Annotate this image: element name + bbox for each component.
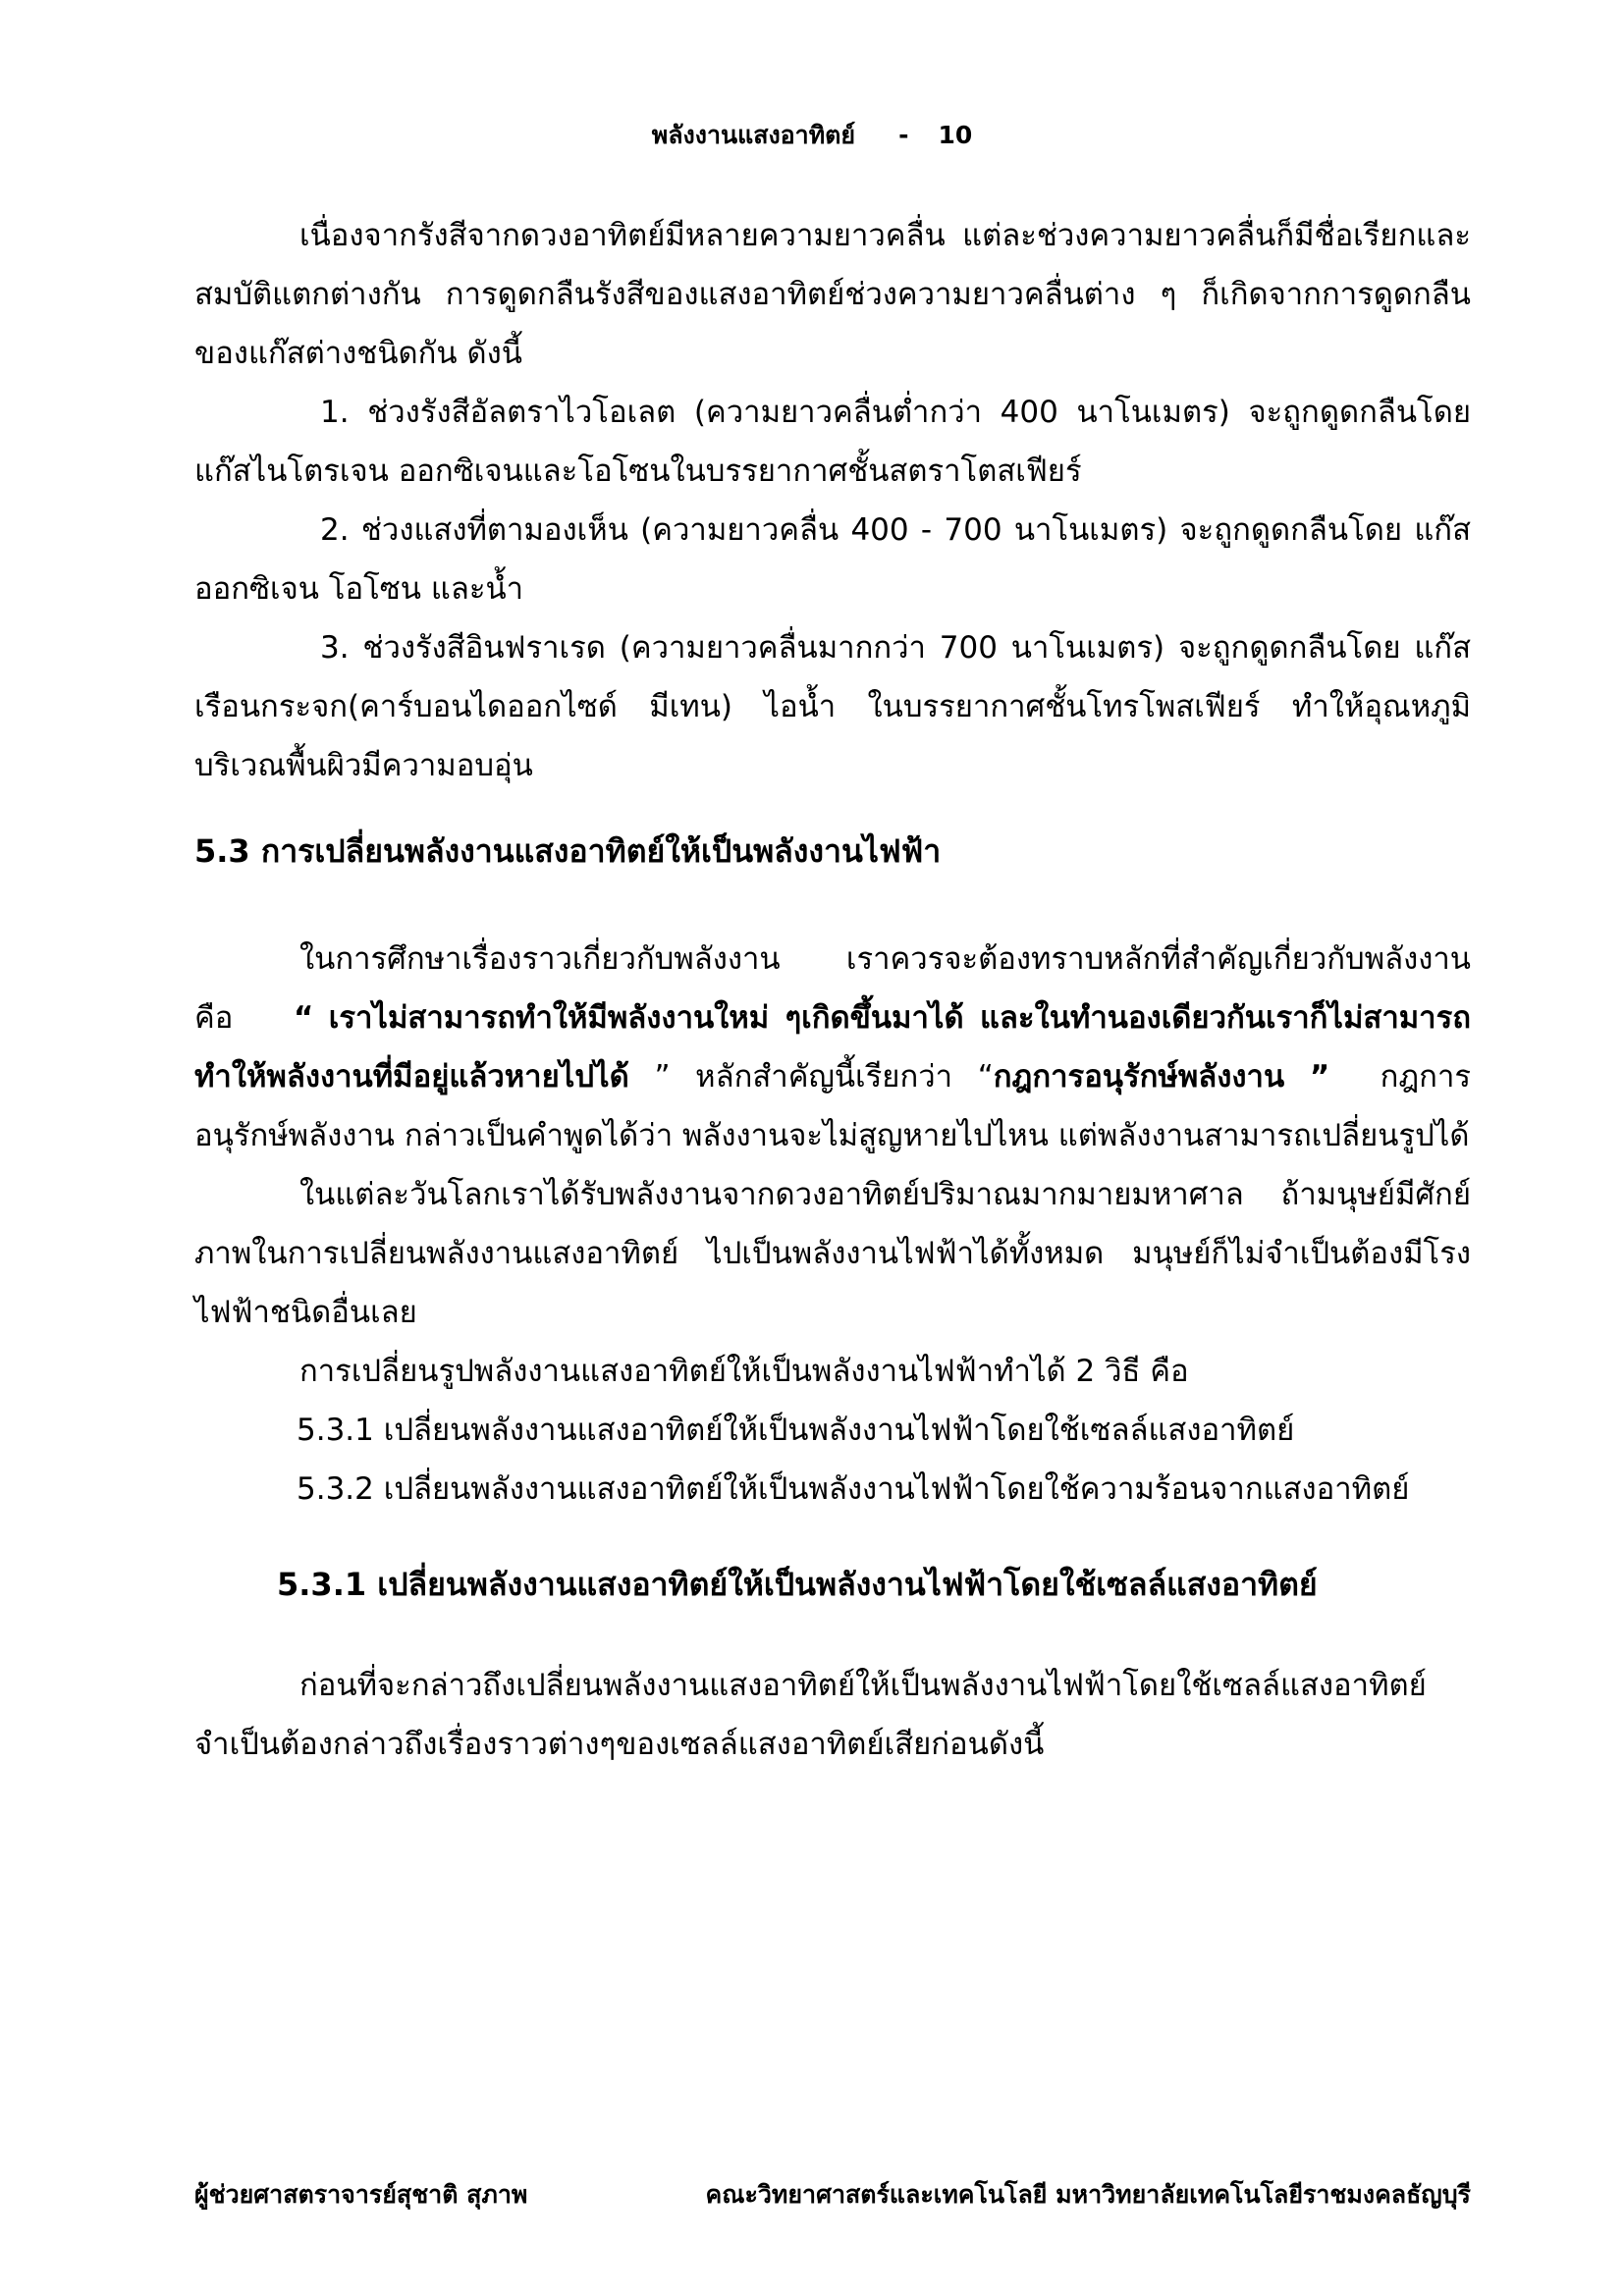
method-item-cells: 5.3.1 เปลี่ยนพลังงานแสงอาทิตย์ให้เป็นพลังงานไฟฟ้าโดยใช้เซลล์แสงอาทิตย์ [297,1413,1295,1448]
methods-intro: การเปลี่ยนรูปพลังงานแสงอาทิตย์ให้เป็นพลังงานไฟฟ้าทำได้ 2 วิธี คือ [299,1354,1189,1389]
page-number: 10 [938,121,973,149]
conservation-lead: ในการศึกษาเรื่องราวเกี่ยวกับพลังงาน เราควรจะต้องทราบหลักที่สำคัญเกี่ยวกับพลังงาน คือ [194,941,1471,1036]
law-name: กฎการอนุรักษ์พลังงาน [993,1059,1285,1095]
header-separator: - [898,121,909,149]
conservation-tail: กฎการอนุรักษ์พลังงาน กล่าวเป็นคำพูดได้ว่า พลังงานจะไม่สูญหายไปไหน แต่พลังงานสามารถเปลี่ยนรูปได้ [194,1059,1472,1153]
intro-paragraph: เนื่องจากรังสีจากดวงอาทิตย์มีหลายความยาวคลื่น แต่ละช่วงความยาวคลื่นก็มีชื่อเรียกและสมบัติแตกต่างกัน การดูดกลืนรังสีของแสงอาทิตย์ช่วงความยาวคลื่นต่าง ๆ ก็เกิดจากการดูดกลืนของแก๊สต่างชนิดกัน ดังนี้ [194,218,1471,371]
law-close: ” [1309,1059,1330,1095]
method-item-heat: 5.3.2 เปลี่ยนพลังงานแสงอาทิตย์ให้เป็นพลังงานไฟฟ้าโดยใช้ความร้อนจากแสงอาทิตย์ [297,1471,1410,1507]
page-header [0,116,1624,155]
quote-close: ” หลักสำคัญนี้เรียกว่า “ [654,1059,994,1095]
footer-author: ผู้ช่วยศาสตราจารย์สุชาติ สุภาพ [194,2180,528,2209]
list-item-visible: 2. ช่วงแสงที่ตามองเห็น (ความยาวคลื่น 400 - 700 นาโนเมตร) จะถูกดูดกลืนโดย แก๊สออกซิเจน โอโซน และน้ำ [194,512,1471,607]
document-body [194,206,1471,1774]
header-title: พลังงานแสงอาทิตย์ [651,121,856,149]
list-item-infrared: 3. ช่วงรังสีอินฟราเรด (ความยาวคลื่นมากกว่า 700 นาโนเมตร) จะถูกดูดกลืนโดย แก๊สเรือนกระจก(คาร์บอนไดออกไซด์ มีเทน) ไอน้ำ ในบรรยากาศชั้นโทรโพสเฟียร์ ทำให้อุณหภูมิบริเวณพื้นผิวมีความอบอุ่น [194,630,1471,783]
footer-institution: คณะวิทยาศาสตร์และเทคโนโลยี มหาวิทยาลัยเทคโนโลยีราชมงคลธัญบุรี [705,2180,1471,2209]
list-item-uv: 1. ช่วงรังสีอัลตราไวโอเลต (ความยาวคลื่นต่ำกว่า 400 นาโนเมตร) จะถูกดูดกลืนโดยแก๊สไนโตรเจน ออกซิเจนและโอโซนในบรรยากาศชั้นสตราโตสเฟียร์ [194,395,1471,489]
daily-energy-paragraph: ในแต่ละวันโลกเราได้รับพลังงานจากดวงอาทิตย์ปริมาณมากมายมหาศาล ถ้ามนุษย์มีศักย์ภาพในการเปลี่ยนพลังงานแสงอาทิตย์ ไปเป็นพลังงานไฟฟ้าได้ทั้งหมด มนุษย์ก็ไม่จำเป็นต้องมีโรงไฟฟ้าชนิดอื่นเลย [194,1177,1471,1330]
conservation-quote: เราไม่สามารถทำให้มีพลังงานใหม่ ๆเกิดขึ้นมาได้ และในทำนองเดียวกันเราก็ไม่สามารถทำให้พลังงานที่มีอยู่แล้วหายไปได้ [194,1000,1471,1095]
conservation-paragraph [194,930,1471,1165]
quote-open: “ [293,1000,314,1036]
section-heading-5-3-1: 5.3.1 เปลี่ยนพลังงานแสงอาทิตย์ให้เป็นพลังงานไฟฟ้าโดยใช้เซลล์แสงอาทิตย์ [277,1566,1318,1603]
section-heading-5-3: 5.3 การเปลี่ยนพลังงานแสงอาทิตย์ให้เป็นพลังงานไฟฟ้า [194,832,942,870]
solar-cell-intro-paragraph: ก่อนที่จะกล่าวถึงเปลี่ยนพลังงานแสงอาทิตย์ให้เป็นพลังงานไฟฟ้าโดยใช้เซลล์แสงอาทิตย์จำเป็นต้องกล่าวถึงเรื่องราวต่างๆของเซลล์แสงอาทิตย์เสียก่อนดังนี้ [194,1668,1427,1762]
